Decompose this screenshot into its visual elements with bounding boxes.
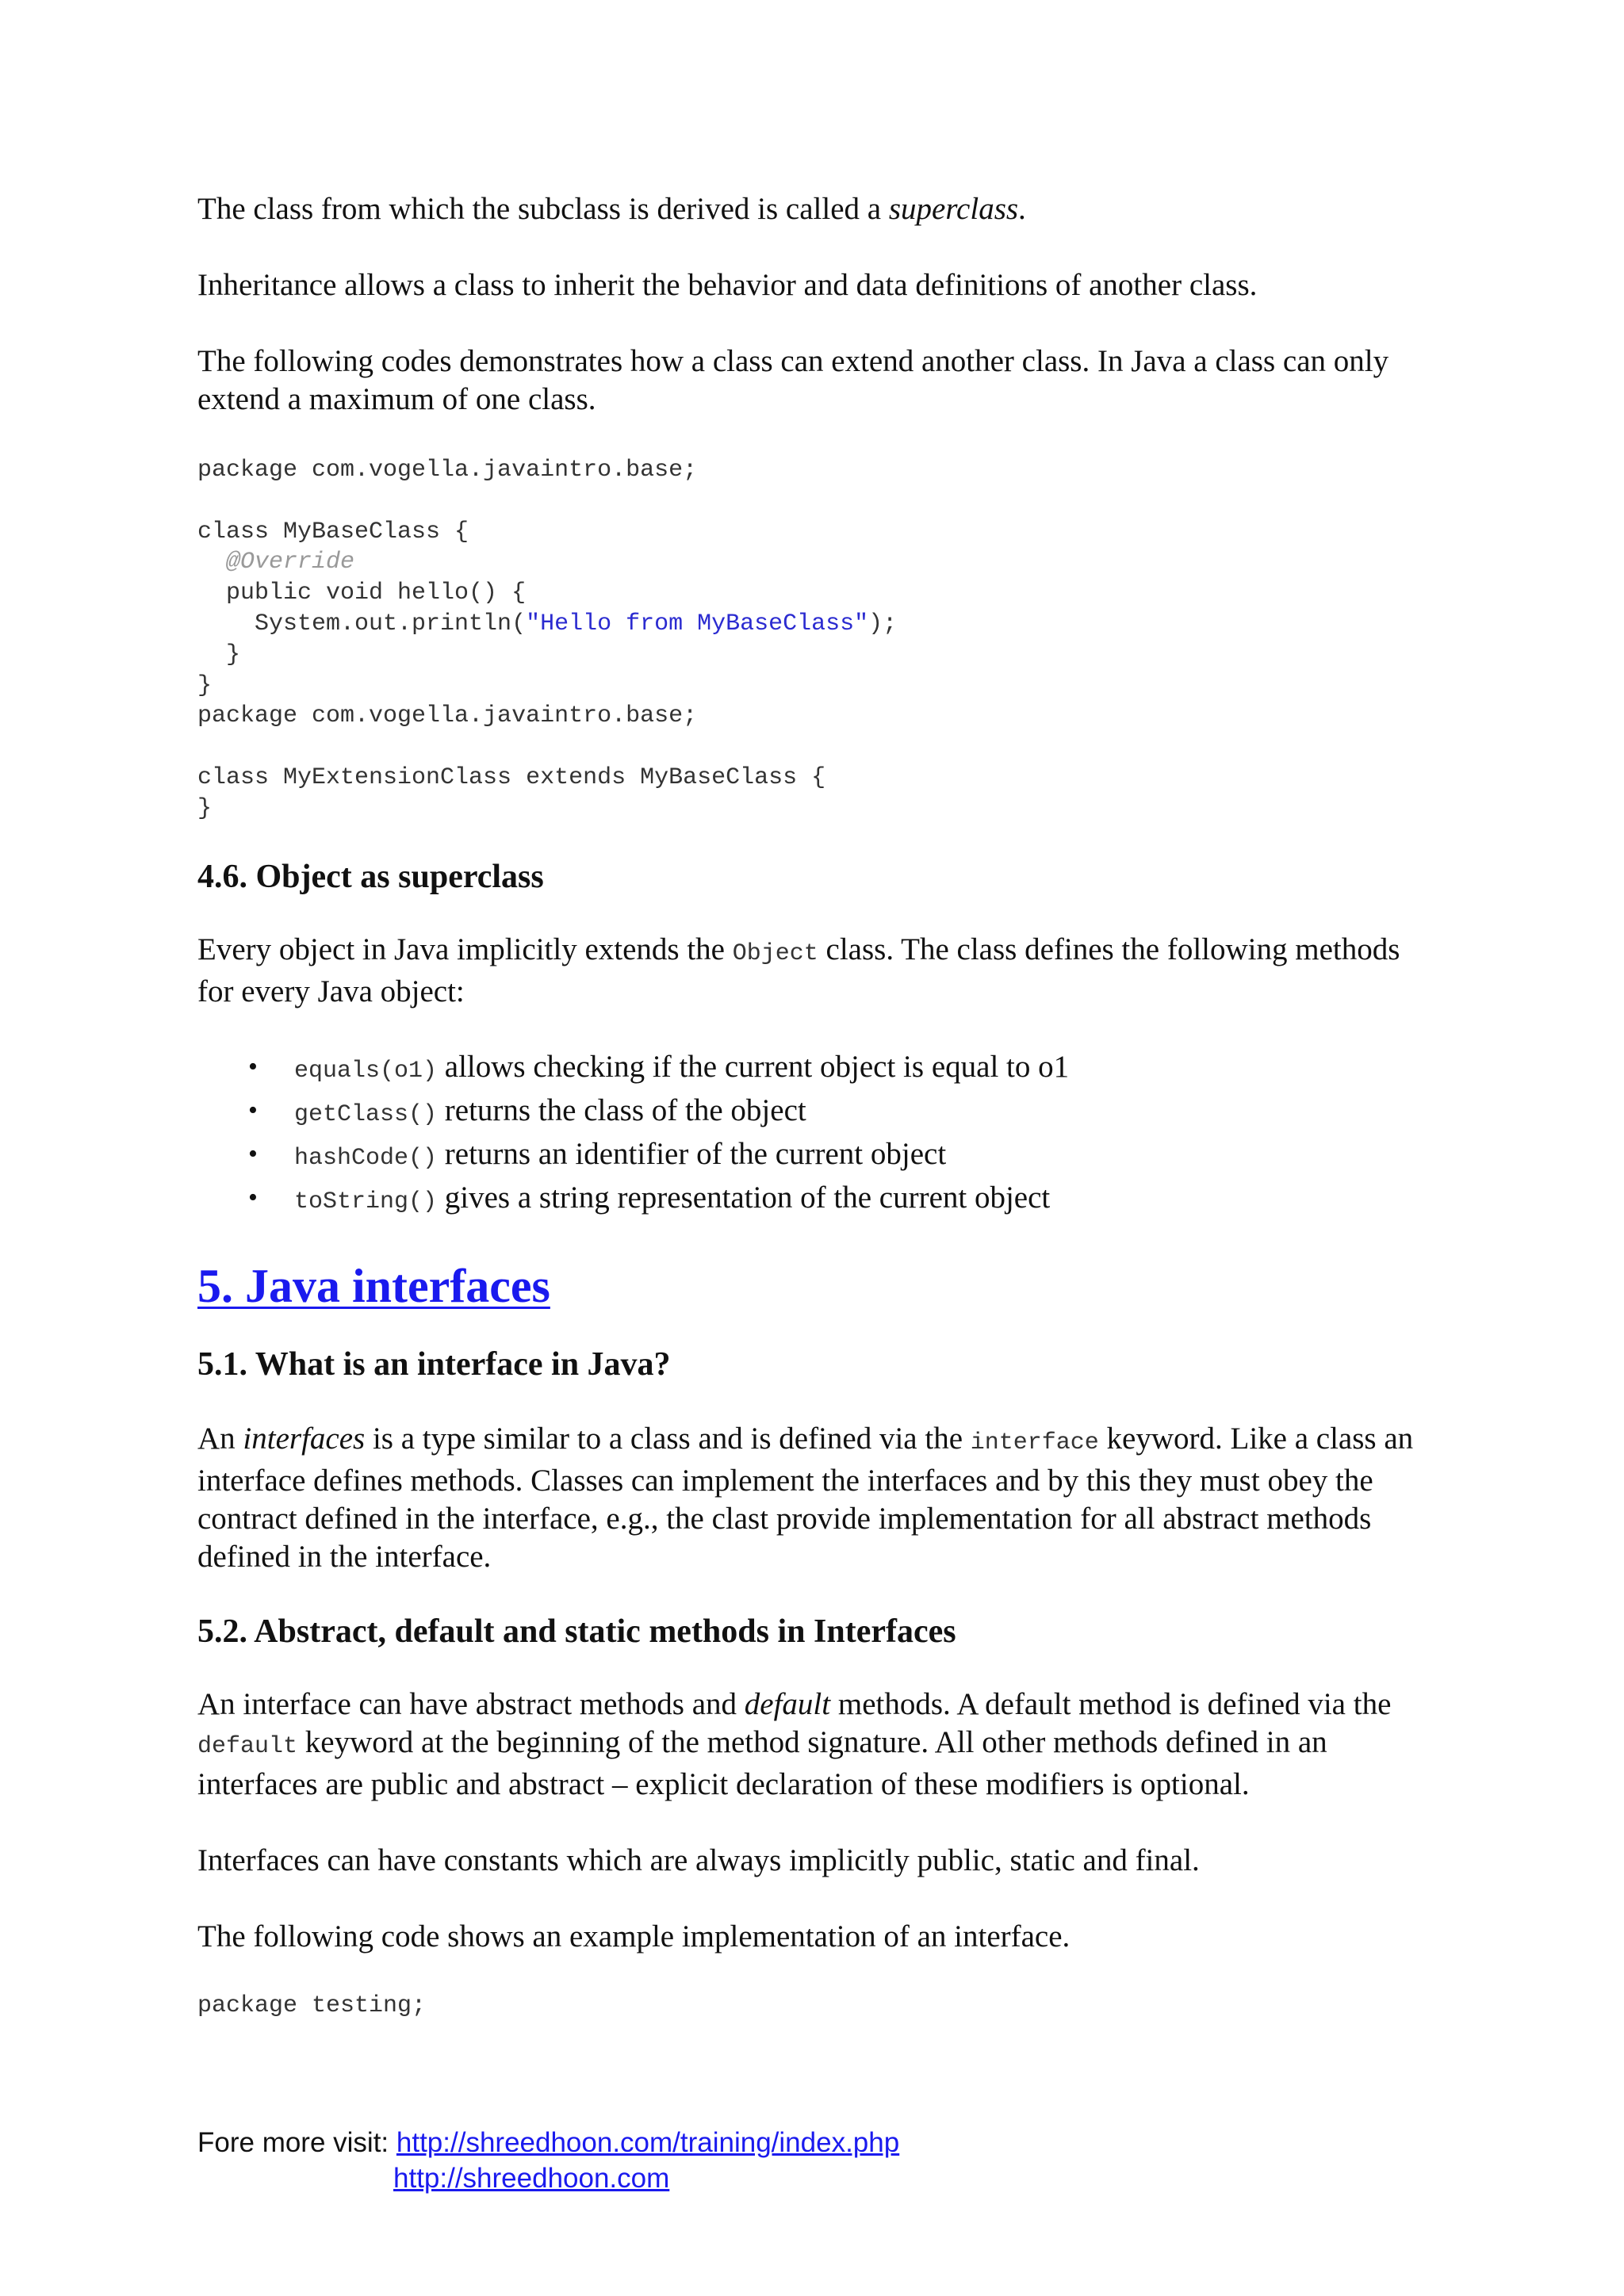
section-heading-5-2: 5.2. Abstract, default and static methods in Interfaces xyxy=(197,1613,956,1650)
emphasis-interfaces: interfaces xyxy=(243,1421,366,1456)
page-content xyxy=(197,190,1434,2021)
paragraph-constants: Interfaces can have constants which are always implicitly public, static and final. xyxy=(197,1843,1200,1877)
footer-row xyxy=(197,2125,899,2160)
paragraph-default-methods xyxy=(197,1686,1434,1804)
list-item-text: returns an identifier of the current object xyxy=(437,1136,947,1171)
paragraph-text: Every object in Java implicitly extends the xyxy=(197,932,733,966)
code-annotation: @Override xyxy=(197,549,355,576)
paragraph-inheritance: Inheritance allows a class to inherit the behavior and data definitions of another class. xyxy=(197,268,1258,302)
paragraph-text: is a type similar to a class and is defined via the xyxy=(365,1421,971,1456)
list-item xyxy=(197,1047,1434,1091)
inline-code: interface xyxy=(970,1429,1099,1456)
list-item xyxy=(197,1135,1434,1178)
code-line: package com.vogella.javaintro.base; xyxy=(197,457,698,484)
code-line: ); xyxy=(868,610,898,637)
footer-link-training[interactable]: http://shreedhoon.com/training/index.php xyxy=(396,2127,900,2158)
footer-link-home[interactable]: http://shreedhoon.com xyxy=(393,2163,670,2194)
paragraph-text: . xyxy=(1018,192,1026,226)
chapter-link[interactable]: 5. Java interfaces xyxy=(197,1259,550,1312)
code-block-base-class xyxy=(197,455,1434,825)
list-item xyxy=(197,1091,1434,1135)
footer-label: Fore more visit: xyxy=(197,2127,396,2158)
bullet-icon: • xyxy=(248,1051,258,1081)
inline-code: getClass() xyxy=(294,1100,438,1128)
bullet-icon: • xyxy=(248,1095,258,1125)
paragraph-interface xyxy=(197,1420,1434,1576)
list-item-text: allows checking if the current object is equal to o1 xyxy=(437,1049,1070,1084)
emphasis-default: default xyxy=(744,1686,831,1721)
code-line: package testing; xyxy=(197,1992,427,2019)
bullet-icon: • xyxy=(248,1138,258,1169)
section-heading-4-6: 4.6. Object as superclass xyxy=(197,858,544,895)
paragraph-text: methods. A default method is defined via the xyxy=(830,1686,1392,1721)
paragraph-object xyxy=(197,931,1434,1011)
paragraph-text: keyword at the beginning of the method signature. All other methods defined in an interfaces are public and abstract – explicit declaration of these modifiers is optional. xyxy=(197,1724,1327,1801)
code-line: } xyxy=(197,672,213,699)
code-line: class MyBaseClass { xyxy=(197,518,469,545)
methods-list xyxy=(197,1047,1434,1222)
code-line: } xyxy=(197,794,213,822)
paragraph-text: An interface can have abstract methods and xyxy=(197,1686,745,1721)
code-block-testing xyxy=(197,1991,1434,2022)
paragraph-example: The following code shows an example implementation of an interface. xyxy=(197,1919,1071,1954)
code-string: "Hello from MyBaseClass" xyxy=(526,610,869,637)
chapter-heading-5 xyxy=(197,1258,1434,1314)
inline-code: default xyxy=(197,1732,298,1760)
paragraph-superclass xyxy=(197,190,1434,228)
inline-code: Object xyxy=(732,939,818,967)
paragraph-text: keyword. Like a class an interface defines methods. Classes can implement the interfaces and by this they must obey the contract defined in the interface, e.g., the clast provide implementation for all abstract methods defined in the interface. xyxy=(197,1421,1414,1574)
list-item xyxy=(197,1178,1434,1222)
paragraph-text: An xyxy=(197,1421,243,1456)
page-footer xyxy=(197,2125,899,2196)
code-line: public void hello() { xyxy=(197,580,527,607)
emphasis-superclass: superclass xyxy=(888,192,1019,226)
paragraph-extend: The following codes demonstrates how a class can extend another class. In Java a class can only extend a maximum of one class. xyxy=(197,344,1389,416)
paragraph-text: The class from which the subclass is derived is called a xyxy=(197,192,889,226)
bullet-icon: • xyxy=(248,1182,258,1212)
list-item-text: returns the class of the object xyxy=(437,1093,806,1127)
inline-code: equals(o1) xyxy=(294,1057,438,1085)
footer-row xyxy=(197,2160,899,2196)
code-line: } xyxy=(197,641,241,668)
inline-code: toString() xyxy=(294,1188,438,1215)
section-heading-5-1: 5.1. What is an interface in Java? xyxy=(197,1345,671,1383)
code-line: package com.vogella.javaintro.base; xyxy=(197,702,698,730)
paragraph-text: class. The class defines the following methods for every Java object: xyxy=(197,932,1400,1008)
list-item-text: gives a string representation of the current object xyxy=(437,1180,1051,1215)
code-line: class MyExtensionClass extends MyBaseClass { xyxy=(197,763,826,791)
code-line: System.out.println( xyxy=(197,610,527,637)
inline-code: hashCode() xyxy=(294,1144,438,1172)
